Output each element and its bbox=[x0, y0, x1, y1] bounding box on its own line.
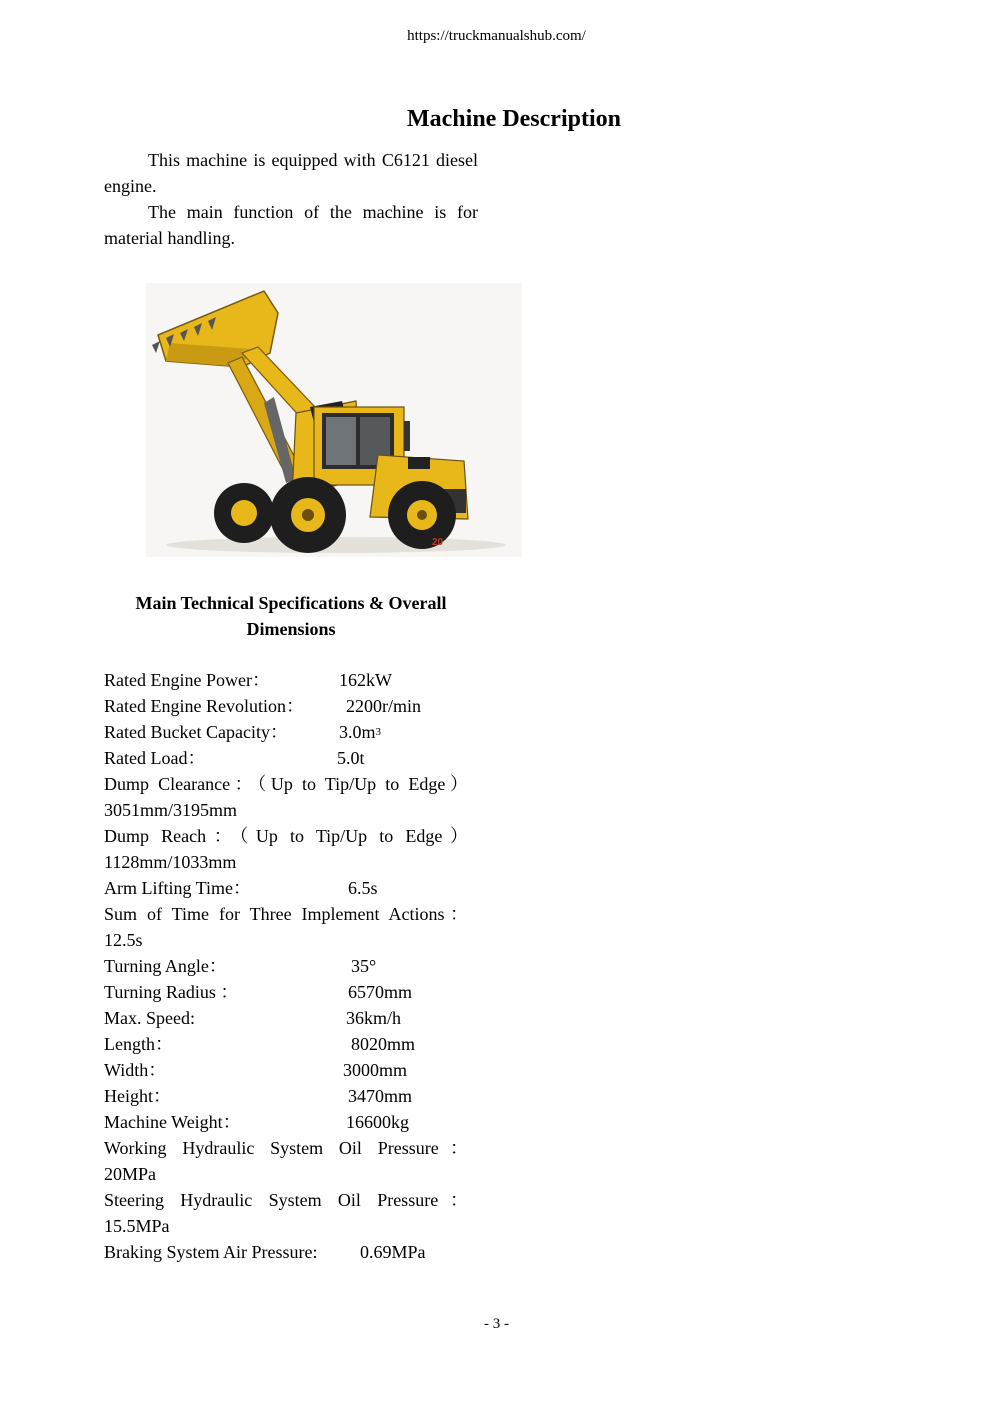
spec-label: Width： bbox=[104, 1060, 167, 1080]
spec-row bbox=[104, 667, 468, 693]
spec-row bbox=[104, 771, 468, 823]
spec-value: 35° bbox=[351, 956, 377, 976]
page-number: - 3 - bbox=[484, 1316, 509, 1332]
spec-value: 15.5MPa bbox=[104, 1216, 170, 1236]
spec-value: 0.69MPa bbox=[360, 1242, 426, 1262]
spec-label: Length： bbox=[104, 1034, 173, 1054]
spec-row bbox=[104, 693, 468, 719]
spec-row bbox=[104, 1005, 468, 1031]
spec-label: Max. Speed: bbox=[104, 1008, 195, 1028]
intro-text bbox=[104, 147, 478, 251]
spec-label: Dump Clearance：（Up to Tip/Up to Edge） bbox=[104, 774, 468, 794]
photo-badge: 20 bbox=[432, 537, 444, 548]
spec-value: 12.5s bbox=[104, 930, 143, 950]
spec-row bbox=[104, 823, 468, 875]
spec-label: Rated Engine Revolution： bbox=[104, 696, 304, 716]
spec-value-superscript: 3 bbox=[375, 726, 382, 738]
spec-value: 8020mm bbox=[351, 1034, 416, 1054]
spec-label: Rated Engine Power： bbox=[104, 670, 270, 690]
spec-value: 2200r/min bbox=[346, 696, 421, 716]
spec-value: 36km/h bbox=[346, 1008, 402, 1028]
spec-row bbox=[104, 1031, 468, 1057]
spec-value: 3.0m bbox=[339, 722, 376, 742]
specs-list bbox=[104, 667, 468, 1265]
spec-value: 1128mm/1033mm bbox=[104, 852, 237, 872]
specs-title: Main Technical Specifications & Overall Dimensions bbox=[135, 593, 447, 639]
spec-label: Arm Lifting Time： bbox=[104, 878, 252, 898]
spec-value: 3000mm bbox=[343, 1060, 408, 1080]
spec-label: Turning Angle： bbox=[104, 956, 227, 976]
spec-value: 6570mm bbox=[348, 982, 413, 1002]
spec-row bbox=[104, 1057, 468, 1083]
spec-value: 5.0t bbox=[337, 748, 365, 768]
spec-row bbox=[104, 953, 468, 979]
spec-row bbox=[104, 1135, 468, 1187]
spec-label: Working Hydraulic System Oil Pressure： bbox=[104, 1138, 468, 1158]
spec-row bbox=[104, 1239, 468, 1265]
spec-label: Steering Hydraulic System Oil Pressure： bbox=[104, 1190, 468, 1210]
spec-label: Machine Weight： bbox=[104, 1112, 241, 1132]
page-title: Machine Description bbox=[407, 106, 621, 132]
spec-label: Rated Bucket Capacity： bbox=[104, 722, 288, 742]
spec-row bbox=[104, 1109, 468, 1135]
spec-row bbox=[104, 1083, 468, 1109]
spec-label: Rated Load： bbox=[104, 748, 206, 768]
spec-row bbox=[104, 901, 468, 953]
intro-paragraph: The main function of the machine is for material handling. bbox=[104, 202, 478, 248]
spec-label: Dump Reach：（Up to Tip/Up to Edge） bbox=[104, 826, 468, 846]
wheel-loader-photo bbox=[146, 283, 522, 557]
spec-value: 6.5s bbox=[348, 878, 378, 898]
spec-value: 16600kg bbox=[346, 1112, 409, 1132]
intro-paragraph: This machine is equipped with C6121 diesel engine. bbox=[104, 150, 478, 196]
spec-row bbox=[104, 875, 468, 901]
spec-label: Sum of Time for Three Implement Actions： bbox=[104, 904, 468, 924]
spec-value: 3051mm/3195mm bbox=[104, 800, 238, 820]
spec-value: 20MPa bbox=[104, 1164, 157, 1184]
spec-label: Height： bbox=[104, 1086, 171, 1106]
header-url: https://truckmanualshub.com/ bbox=[407, 28, 586, 44]
spec-label: Braking System Air Pressure: bbox=[104, 1242, 318, 1262]
spec-row bbox=[104, 745, 468, 771]
spec-label: Turning Radius ： bbox=[104, 982, 239, 1002]
spec-row bbox=[104, 979, 468, 1005]
spec-row bbox=[104, 1187, 468, 1239]
spec-value: 162kW bbox=[339, 670, 392, 690]
spec-value: 3470mm bbox=[348, 1086, 413, 1106]
spec-row bbox=[104, 719, 468, 745]
